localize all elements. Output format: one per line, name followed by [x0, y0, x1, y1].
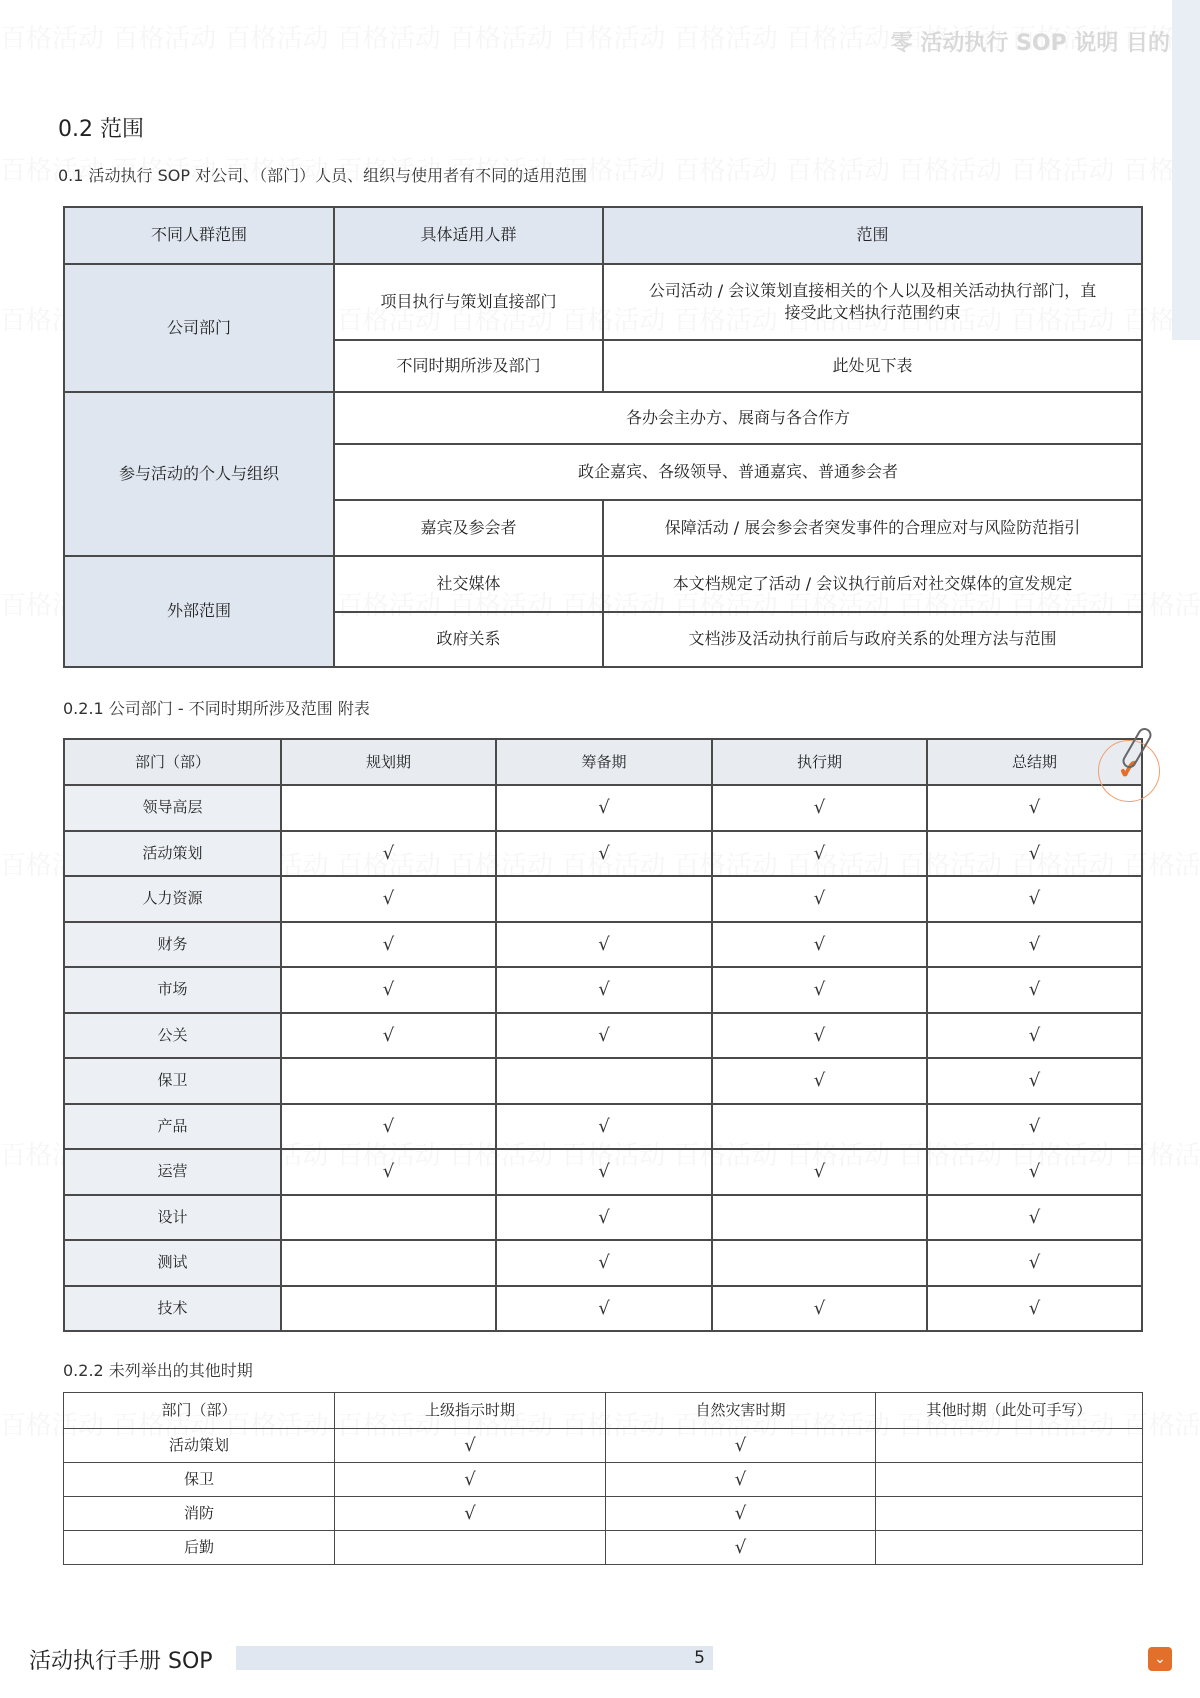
scope-table [63, 206, 1143, 668]
table-row [64, 1240, 1142, 1286]
check-mark: √ [1028, 1206, 1041, 1228]
check-cell [927, 1195, 1142, 1241]
check-cell [606, 1497, 876, 1531]
th: 筹备期 [496, 739, 712, 785]
check-mark: √ [1028, 1161, 1041, 1183]
check-mark: √ [464, 1468, 476, 1490]
table-row [64, 1531, 1143, 1565]
check-mark: √ [1028, 933, 1041, 955]
check-cell [335, 1463, 606, 1497]
check-cell [927, 1104, 1142, 1150]
check-mark: √ [598, 1115, 610, 1137]
side-band [1172, 0, 1200, 340]
check-mark: √ [382, 979, 395, 1001]
check-cell [927, 1286, 1142, 1332]
check-cell [712, 967, 927, 1013]
check-cell [927, 1149, 1142, 1195]
table-row [64, 831, 1142, 877]
check-cell [496, 831, 712, 877]
check-mark: √ [1028, 1024, 1041, 1046]
th: 范围 [603, 207, 1142, 264]
cell: 政府关系 [334, 612, 603, 667]
dept-cell: 后勤 [64, 1531, 335, 1565]
check-cell [927, 922, 1142, 968]
check-cell [927, 1013, 1142, 1059]
check-cell [281, 831, 496, 877]
th: 规划期 [281, 739, 496, 785]
dept-cell: 领导高层 [64, 785, 281, 831]
cell: 此处见下表 [603, 340, 1142, 392]
check-cell [335, 1429, 606, 1463]
check-cell [496, 967, 712, 1013]
check-mark: √ [813, 979, 826, 1001]
check-mark: √ [813, 1161, 826, 1183]
check-cell [927, 831, 1142, 877]
table-row [64, 1149, 1142, 1195]
check-mark: √ [1028, 1252, 1041, 1274]
table-row [64, 1013, 1142, 1059]
cell: 公司活动 / 会议策划直接相关的个人以及相关活动执行部门，直接受此文档执行范围约束 [603, 264, 1142, 340]
check-cell [712, 1013, 927, 1059]
check-mark: √ [598, 797, 610, 819]
table-row [64, 1429, 1143, 1463]
bookmark-icon[interactable]: ⌄ [1148, 1647, 1172, 1671]
group-cell: 公司部门 [64, 264, 334, 392]
check-mark: √ [813, 1070, 826, 1092]
cell: 嘉宾及参会者 [334, 500, 603, 556]
running-header: 零 活动执行 SOP 说明 目的 [890, 31, 1170, 56]
table-row [64, 1463, 1143, 1497]
check-stamp-icon: ✔ [1094, 736, 1164, 806]
check-cell [281, 876, 496, 922]
check-mark: √ [1028, 979, 1041, 1001]
group-cell: 外部范围 [64, 556, 334, 667]
dept-cell: 市场 [64, 967, 281, 1013]
table-row [64, 1058, 1142, 1104]
check-cell [496, 1013, 712, 1059]
check-cell [712, 831, 927, 877]
check-cell [496, 1195, 712, 1241]
th: 部门（部） [64, 739, 281, 785]
cell: 文档涉及活动执行前后与政府关系的处理方法与范围 [603, 612, 1142, 667]
section-title: 0.2 范围 [58, 117, 144, 142]
empty-cell [496, 876, 712, 922]
check-cell [927, 876, 1142, 922]
table-row [64, 967, 1142, 1013]
check-mark: √ [1028, 1070, 1041, 1092]
check-cell [927, 1058, 1142, 1104]
th: 具体适用人群 [334, 207, 603, 264]
empty-cell [876, 1531, 1143, 1565]
dept-cell: 保卫 [64, 1463, 335, 1497]
check-mark: √ [598, 842, 610, 864]
check-cell [496, 785, 712, 831]
check-mark: √ [598, 1252, 610, 1274]
check-mark: √ [1028, 1297, 1041, 1319]
cell: 不同时期所涉及部门 [334, 340, 603, 392]
th: 上级指示时期 [335, 1393, 606, 1429]
check-cell [712, 922, 927, 968]
dept-cell: 产品 [64, 1104, 281, 1150]
check-cell [496, 1149, 712, 1195]
page-number: 5 [236, 1646, 713, 1670]
check-mark: √ [1028, 797, 1041, 819]
check-cell [496, 922, 712, 968]
check-mark: √ [464, 1434, 476, 1456]
check-mark: √ [464, 1502, 476, 1524]
check-cell [712, 1286, 927, 1332]
other-period-table [63, 1392, 1143, 1565]
check-cell [335, 1497, 606, 1531]
check-mark: √ [813, 888, 826, 910]
dept-cell: 公关 [64, 1013, 281, 1059]
check-cell [281, 1149, 496, 1195]
dept-cell: 设计 [64, 1195, 281, 1241]
empty-cell [281, 1286, 496, 1332]
check-mark: √ [734, 1502, 747, 1524]
check-mark: √ [734, 1434, 747, 1456]
empty-cell [876, 1463, 1143, 1497]
check-mark: √ [813, 797, 826, 819]
check-cell [281, 967, 496, 1013]
dept-cell: 财务 [64, 922, 281, 968]
empty-cell [281, 1058, 496, 1104]
empty-cell [876, 1497, 1143, 1531]
check-mark: √ [382, 933, 395, 955]
check-cell [712, 876, 927, 922]
check-cell [281, 1104, 496, 1150]
check-cell [927, 967, 1142, 1013]
check-mark: √ [1028, 888, 1041, 910]
check-mark: √ [382, 842, 395, 864]
check-mark: √ [813, 1297, 826, 1319]
check-cell [496, 1104, 712, 1150]
footer-title: 活动执行手册 SOP [29, 1649, 213, 1674]
table-row [64, 785, 1142, 831]
empty-cell [335, 1531, 606, 1565]
check-mark: √ [734, 1468, 747, 1490]
cell: 保障活动 / 展会参会者突发事件的合理应对与风险防范指引 [603, 500, 1142, 556]
th: 自然灾害时期 [606, 1393, 876, 1429]
th: 总结期 [927, 739, 1142, 785]
empty-cell [281, 785, 496, 831]
check-mark: √ [598, 933, 610, 955]
dept-cell: 技术 [64, 1286, 281, 1332]
th: 不同人群范围 [64, 207, 334, 264]
check-cell [606, 1463, 876, 1497]
table-row [64, 1195, 1142, 1241]
check-mark: √ [813, 933, 826, 955]
table-row [64, 876, 1142, 922]
cell: 社交媒体 [334, 556, 603, 612]
dept-cell: 保卫 [64, 1058, 281, 1104]
dept-cell: 活动策划 [64, 1429, 335, 1463]
table2-caption: 0.2.1 公司部门 - 不同时期所涉及范围 附表 [63, 699, 370, 718]
check-mark: √ [813, 1024, 826, 1046]
check-cell [496, 1286, 712, 1332]
check-mark: √ [598, 1161, 610, 1183]
check-mark: √ [382, 1115, 395, 1137]
check-mark: √ [598, 1206, 610, 1228]
period-table [63, 738, 1143, 1332]
check-cell [712, 1058, 927, 1104]
check-mark: √ [382, 1161, 395, 1183]
empty-cell [712, 1240, 927, 1286]
check-cell [927, 1240, 1142, 1286]
check-mark: √ [1028, 842, 1041, 864]
check-mark: √ [1028, 1115, 1041, 1137]
check-mark: √ [382, 888, 395, 910]
empty-cell [712, 1104, 927, 1150]
empty-cell [712, 1195, 927, 1241]
table-row [64, 1104, 1142, 1150]
table-row [64, 922, 1142, 968]
dept-cell: 消防 [64, 1497, 335, 1531]
cell: 本文档规定了活动 / 会议执行前后对社交媒体的宣发规定 [603, 556, 1142, 612]
check-mark: √ [598, 1024, 610, 1046]
dept-cell: 测试 [64, 1240, 281, 1286]
check-cell [281, 1013, 496, 1059]
th: 执行期 [712, 739, 927, 785]
empty-cell [496, 1058, 712, 1104]
check-cell [606, 1429, 876, 1463]
group-cell: 参与活动的个人与组织 [64, 392, 334, 556]
cell: 各办会主办方、展商与各合作方 [334, 392, 1142, 444]
dept-cell: 活动策划 [64, 831, 281, 877]
check-mark: √ [734, 1536, 747, 1558]
check-cell [712, 785, 927, 831]
check-mark: √ [598, 979, 610, 1001]
check-mark: √ [598, 1297, 610, 1319]
th: 部门（部） [64, 1393, 335, 1429]
cell: 政企嘉宾、各级领导、普通嘉宾、普通参会者 [334, 444, 1142, 500]
section-intro: 0.1 活动执行 SOP 对公司、（部门）人员、组织与使用者有不同的适用范围 [58, 166, 588, 185]
check-mark: √ [382, 1024, 395, 1046]
check-cell [496, 1240, 712, 1286]
dept-cell: 人力资源 [64, 876, 281, 922]
dept-cell: 运营 [64, 1149, 281, 1195]
table-row [64, 1497, 1143, 1531]
check-cell [281, 922, 496, 968]
empty-cell [281, 1240, 496, 1286]
check-cell [606, 1531, 876, 1565]
cell: 项目执行与策划直接部门 [334, 264, 603, 340]
check-mark: √ [813, 842, 826, 864]
empty-cell [876, 1429, 1143, 1463]
th: 其他时期（此处可手写） [876, 1393, 1143, 1429]
check-cell [712, 1149, 927, 1195]
table3-caption: 0.2.2 未列举出的其他时期 [63, 1361, 253, 1380]
table-row [64, 1286, 1142, 1332]
empty-cell [281, 1195, 496, 1241]
